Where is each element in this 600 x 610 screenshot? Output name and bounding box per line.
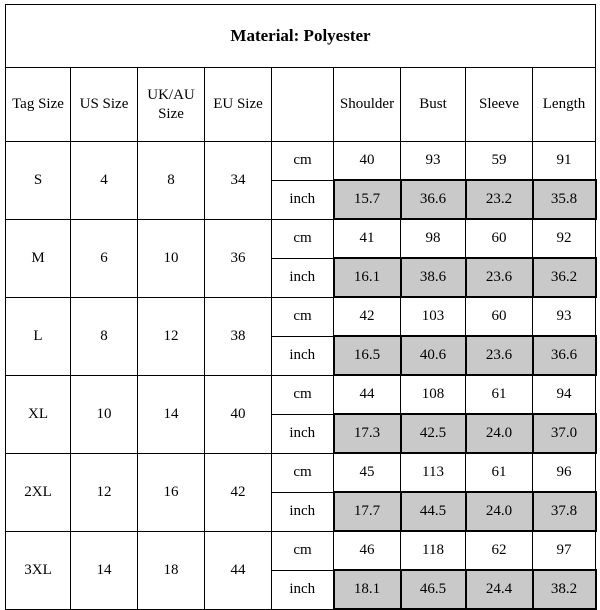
bust-inch-cell: 36.6 <box>401 180 466 219</box>
uk-au-size-cell: 16 <box>138 453 205 531</box>
uk-au-size-cell: 10 <box>138 219 205 297</box>
shoulder-inch-cell: 15.7 <box>334 180 401 219</box>
unit-label-cm: cm <box>272 375 334 414</box>
size-chart-body <box>6 5 596 610</box>
unit-label-cm: cm <box>272 531 334 570</box>
eu-size-cell: 40 <box>205 375 272 453</box>
header-shoulder: Shoulder <box>334 68 401 142</box>
length-cm-cell: 97 <box>533 531 596 570</box>
tag-size-cell: M <box>6 219 71 297</box>
bust-cm-cell: 113 <box>401 453 466 492</box>
header-unit <box>272 68 334 142</box>
shoulder-cm-cell: 44 <box>334 375 401 414</box>
uk-au-size-cell: 12 <box>138 297 205 375</box>
sleeve-cm-cell: 62 <box>466 531 533 570</box>
eu-size-cell: 42 <box>205 453 272 531</box>
header-tag-size: Tag Size <box>6 68 71 142</box>
sleeve-cm-cell: 61 <box>466 453 533 492</box>
unit-label-cm: cm <box>272 142 334 181</box>
unit-label-inch: inch <box>272 570 334 609</box>
size-row-cm <box>6 142 596 181</box>
shoulder-inch-cell: 17.7 <box>334 492 401 531</box>
tag-size-cell: S <box>6 142 71 220</box>
header-eu-size: EU Size <box>205 68 272 142</box>
eu-size-cell: 44 <box>205 531 272 609</box>
unit-label-inch: inch <box>272 414 334 453</box>
us-size-cell: 12 <box>71 453 138 531</box>
length-inch-cell: 37.0 <box>533 414 596 453</box>
material-title: Material: Polyester <box>6 5 596 68</box>
eu-size-cell: 34 <box>205 142 272 220</box>
sleeve-cm-cell: 60 <box>466 219 533 258</box>
shoulder-cm-cell: 45 <box>334 453 401 492</box>
sleeve-inch-cell: 24.0 <box>466 414 533 453</box>
size-row-cm <box>6 531 596 570</box>
shoulder-cm-cell: 41 <box>334 219 401 258</box>
sleeve-inch-cell: 23.6 <box>466 336 533 375</box>
header-row <box>6 68 596 142</box>
bust-cm-cell: 103 <box>401 297 466 336</box>
tag-size-cell: 3XL <box>6 531 71 609</box>
unit-label-inch: inch <box>272 258 334 297</box>
uk-au-size-cell: 14 <box>138 375 205 453</box>
length-inch-cell: 38.2 <box>533 570 596 609</box>
bust-inch-cell: 40.6 <box>401 336 466 375</box>
eu-size-cell: 36 <box>205 219 272 297</box>
size-row-cm <box>6 297 596 336</box>
shoulder-inch-cell: 17.3 <box>334 414 401 453</box>
bust-cm-cell: 118 <box>401 531 466 570</box>
size-row-cm <box>6 453 596 492</box>
sleeve-inch-cell: 23.6 <box>466 258 533 297</box>
length-inch-cell: 37.8 <box>533 492 596 531</box>
sleeve-inch-cell: 23.2 <box>466 180 533 219</box>
shoulder-cm-cell: 46 <box>334 531 401 570</box>
bust-cm-cell: 93 <box>401 142 466 181</box>
sleeve-cm-cell: 59 <box>466 142 533 181</box>
shoulder-inch-cell: 16.5 <box>334 336 401 375</box>
us-size-cell: 8 <box>71 297 138 375</box>
sleeve-inch-cell: 24.4 <box>466 570 533 609</box>
header-sleeve: Sleeve <box>466 68 533 142</box>
header-length: Length <box>533 68 596 142</box>
header-bust: Bust <box>401 68 466 142</box>
uk-au-size-cell: 18 <box>138 531 205 609</box>
length-cm-cell: 92 <box>533 219 596 258</box>
bust-inch-cell: 44.5 <box>401 492 466 531</box>
unit-label-cm: cm <box>272 219 334 258</box>
unit-label-inch: inch <box>272 492 334 531</box>
header-uk-au-size: UK/AU Size <box>138 68 205 142</box>
unit-label-cm: cm <box>272 453 334 492</box>
size-row-cm <box>6 219 596 258</box>
tag-size-cell: XL <box>6 375 71 453</box>
uk-au-size-cell: 8 <box>138 142 205 220</box>
bust-cm-cell: 98 <box>401 219 466 258</box>
length-inch-cell: 35.8 <box>533 180 596 219</box>
us-size-cell: 4 <box>71 142 138 220</box>
length-cm-cell: 94 <box>533 375 596 414</box>
title-row <box>6 5 596 68</box>
length-inch-cell: 36.2 <box>533 258 596 297</box>
unit-label-cm: cm <box>272 297 334 336</box>
length-cm-cell: 96 <box>533 453 596 492</box>
bust-cm-cell: 108 <box>401 375 466 414</box>
size-chart-table <box>5 4 597 610</box>
eu-size-cell: 38 <box>205 297 272 375</box>
sleeve-cm-cell: 61 <box>466 375 533 414</box>
tag-size-cell: 2XL <box>6 453 71 531</box>
length-cm-cell: 91 <box>533 142 596 181</box>
shoulder-cm-cell: 42 <box>334 297 401 336</box>
unit-label-inch: inch <box>272 336 334 375</box>
length-cm-cell: 93 <box>533 297 596 336</box>
us-size-cell: 10 <box>71 375 138 453</box>
header-us-size: US Size <box>71 68 138 142</box>
us-size-cell: 6 <box>71 219 138 297</box>
bust-inch-cell: 38.6 <box>401 258 466 297</box>
tag-size-cell: L <box>6 297 71 375</box>
us-size-cell: 14 <box>71 531 138 609</box>
length-inch-cell: 36.6 <box>533 336 596 375</box>
bust-inch-cell: 42.5 <box>401 414 466 453</box>
shoulder-cm-cell: 40 <box>334 142 401 181</box>
bust-inch-cell: 46.5 <box>401 570 466 609</box>
shoulder-inch-cell: 18.1 <box>334 570 401 609</box>
size-row-cm <box>6 375 596 414</box>
unit-label-inch: inch <box>272 180 334 219</box>
sleeve-inch-cell: 24.0 <box>466 492 533 531</box>
shoulder-inch-cell: 16.1 <box>334 258 401 297</box>
sleeve-cm-cell: 60 <box>466 297 533 336</box>
